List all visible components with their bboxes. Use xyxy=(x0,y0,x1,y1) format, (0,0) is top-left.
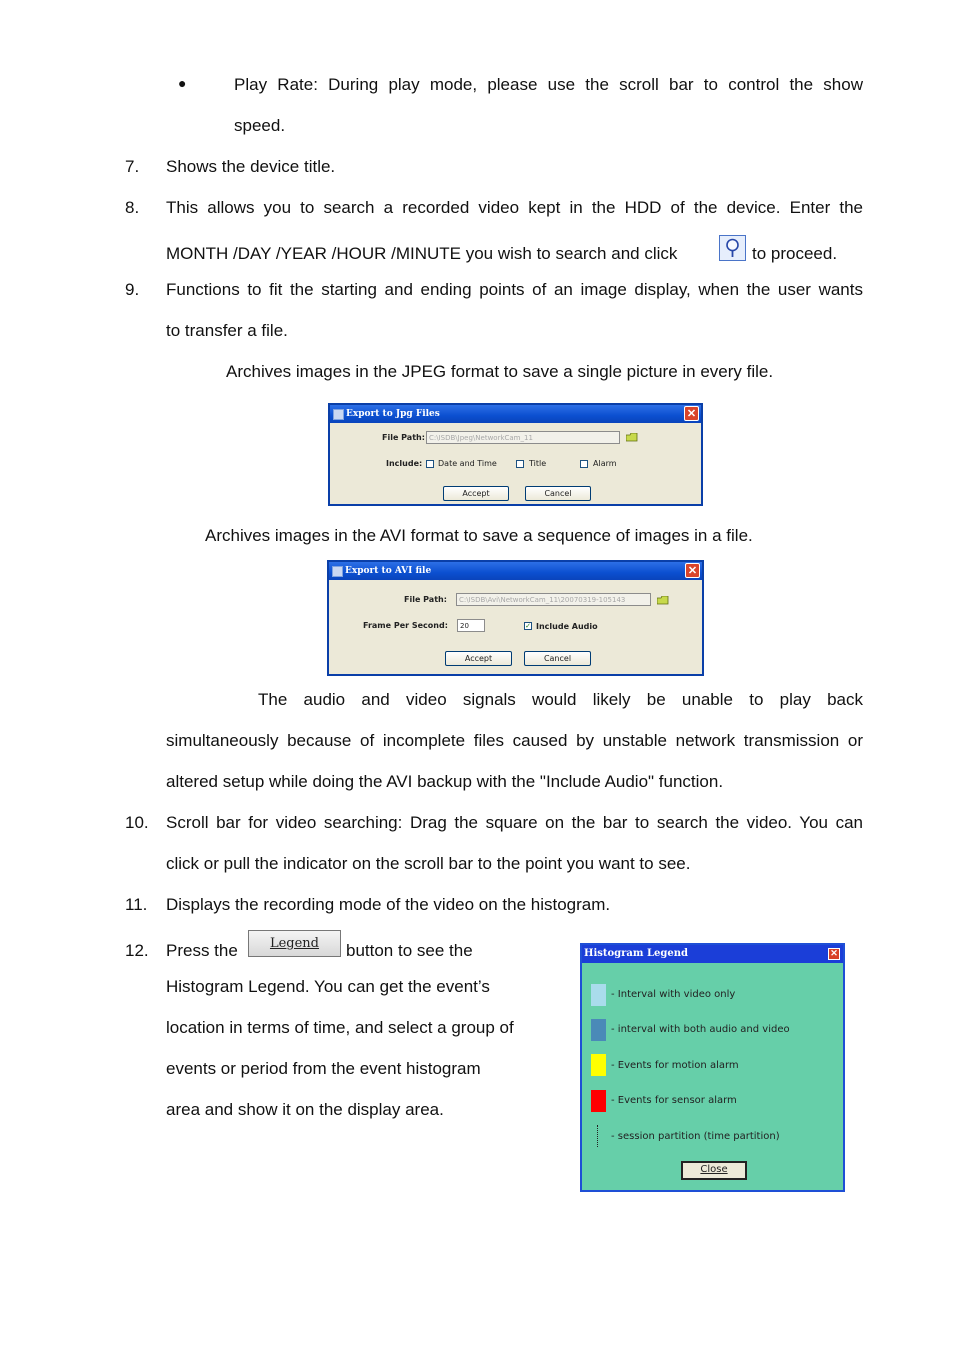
close-icon[interactable]: ✕ xyxy=(684,406,699,421)
close-icon[interactable]: ✕ xyxy=(685,563,700,578)
avi-caption: Archives images in the AVI format to save a sequence of images in a file. xyxy=(205,526,753,545)
item-9-number: 9. xyxy=(125,280,140,299)
legend-swatch-session-partition xyxy=(597,1125,598,1147)
item-7-number: 7. xyxy=(125,157,140,176)
item-10-line1: Scroll bar for video searching: Drag the square on the bar to search the video. You can xyxy=(166,813,863,832)
item-7-text: Shows the device title. xyxy=(166,157,336,176)
cancel-button[interactable]: Cancel xyxy=(525,486,591,501)
accept-button[interactable]: Accept xyxy=(445,651,512,666)
include-audio-label: Include Audio xyxy=(536,622,598,631)
item-8-line2: MONTH /DAY /YEAR /HOUR /MINUTE you wish to search and click xyxy=(166,244,678,263)
bullet-text-line1: Play Rate: During play mode, please use the scroll bar to control the show xyxy=(234,75,863,94)
file-path-input[interactable]: C:\ISDB\Jpeg\NetworkCam_11 xyxy=(426,431,620,444)
legend-button[interactable]: Legend xyxy=(248,930,341,957)
export-jpg-title: Export to Jpg Files xyxy=(346,409,440,419)
legend-label-motion-alarm: - Events for motion alarm xyxy=(611,1060,739,1071)
browse-folder-icon[interactable] xyxy=(657,596,669,605)
legend-label-video-only: - Interval with video only xyxy=(611,989,736,1000)
note-line3: altered setup while doing the AVI backup with the "Include Audio" function. xyxy=(166,772,724,791)
date-time-checkbox[interactable] xyxy=(426,460,434,468)
export-avi-title-bar xyxy=(329,562,702,580)
item-12-number: 12. xyxy=(125,941,149,960)
close-button[interactable]: Close xyxy=(681,1161,747,1180)
export-jpg-dialog xyxy=(328,403,703,506)
search-icon[interactable] xyxy=(719,235,746,261)
file-path-input[interactable]: C:\ISDB\Avi\NetworkCam_11\20070319-105143 xyxy=(456,593,651,606)
item-12-line4: events or period from the event histogram xyxy=(166,1059,481,1078)
note-line2: simultaneously because of incomplete files caused by unstable network transmission or xyxy=(166,731,863,750)
app-icon xyxy=(332,566,343,577)
histogram-legend-window xyxy=(580,943,845,1192)
cancel-button[interactable]: Cancel xyxy=(524,651,591,666)
bullet-icon: ● xyxy=(178,75,187,91)
export-avi-title: Export to AVI file xyxy=(345,566,432,576)
export-avi-dialog xyxy=(327,560,704,676)
legend-label-audio-video: - interval with both audio and video xyxy=(611,1024,790,1035)
item-12-line1b: button to see the xyxy=(346,941,473,960)
item-10-line2: click or pull the indicator on the scroll bar to the point you want to see. xyxy=(166,854,691,873)
alarm-option: Alarm xyxy=(593,459,617,468)
legend-swatch-video-only xyxy=(591,984,606,1006)
legend-swatch-sensor-alarm xyxy=(591,1090,606,1112)
item-8-line3: to proceed. xyxy=(752,244,838,263)
include-audio-checkbox[interactable]: ✓ xyxy=(525,622,531,630)
file-path-label: File Path: xyxy=(404,595,447,604)
title-checkbox[interactable] xyxy=(516,460,524,468)
jpg-caption: Archives images in the JPEG format to save a single picture in every file. xyxy=(226,362,774,381)
title-option: Title xyxy=(529,459,547,468)
item-12-line5: area and show it on the display area. xyxy=(166,1100,444,1119)
file-path-label: File Path: xyxy=(382,433,425,442)
item-8-number: 8. xyxy=(125,198,140,217)
close-icon[interactable]: ✕ xyxy=(828,948,840,960)
legend-label-sensor-alarm: - Events for sensor alarm xyxy=(611,1095,737,1106)
legend-label-session-partition: - session partition (time partition) xyxy=(611,1131,780,1142)
item-8-line1: This allows you to search a recorded video kept in the HDD of the device. Enter the xyxy=(166,198,863,217)
histogram-legend-title: Histogram Legend xyxy=(584,948,688,959)
item-9-line2: to transfer a file. xyxy=(166,321,288,340)
include-label: Include: xyxy=(386,459,423,468)
histogram-legend-title-bar xyxy=(582,945,843,963)
item-11-text: Displays the recording mode of the video on the histogram. xyxy=(166,895,611,914)
note-line1: The audio and video signals would likely be unable to play back xyxy=(258,690,863,709)
legend-swatch-motion-alarm xyxy=(591,1054,606,1076)
app-icon xyxy=(333,409,344,420)
legend-swatch-audio-video xyxy=(591,1019,606,1041)
export-jpg-title-bar xyxy=(330,405,701,423)
alarm-checkbox[interactable] xyxy=(580,460,588,468)
browse-folder-icon[interactable] xyxy=(626,433,638,442)
accept-button[interactable]: Accept xyxy=(443,486,509,501)
date-time-option: Date and Time xyxy=(438,459,497,468)
item-11-number: 11. xyxy=(125,895,148,914)
item-9-line1: Functions to fit the starting and ending points of an image display, when the user wants xyxy=(166,280,863,299)
fps-label: Frame Per Second: xyxy=(363,621,448,630)
item-12-line1a: Press the xyxy=(166,941,238,960)
fps-spinner[interactable]: 20 xyxy=(457,619,485,632)
item-12-line3: location in terms of time, and select a group of xyxy=(166,1018,514,1037)
bullet-text-line2: speed. xyxy=(234,116,286,135)
item-10-number: 10. xyxy=(125,813,149,832)
item-12-line2: Histogram Legend. You can get the event’s xyxy=(166,977,490,996)
